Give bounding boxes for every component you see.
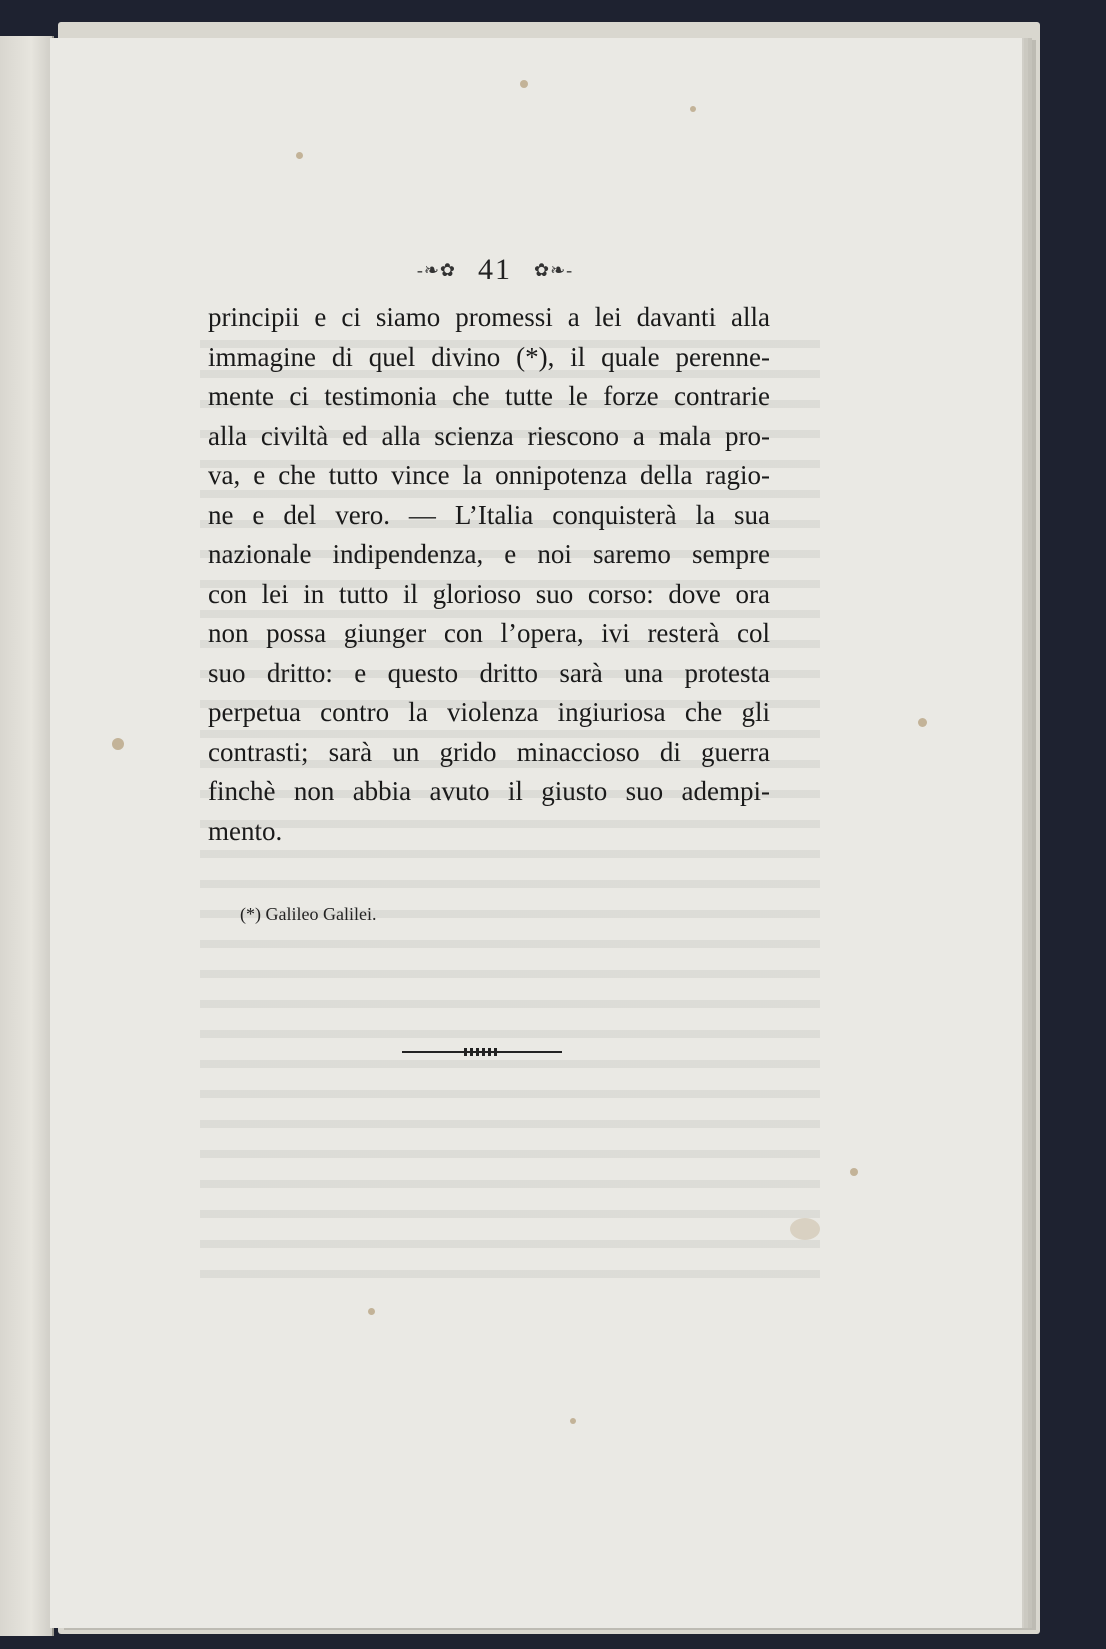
text-line: perpetua contro la violenza ingiuriosa che gli	[208, 697, 770, 727]
paper-spot	[368, 1308, 375, 1315]
paper-spot	[918, 718, 927, 727]
text-line: mente ci testimonia che tutte le forze contrarie	[208, 381, 770, 411]
text-line: immagine di quel divino (*), il quale perenne-	[208, 341, 770, 372]
text-line: ne e del vero. — L’Italia conquisterà la sua	[208, 499, 770, 530]
paper-stain	[790, 1218, 820, 1240]
ornament-left: -❧✿	[416, 259, 456, 280]
body-paragraph	[208, 298, 770, 851]
paper-spot	[690, 106, 696, 112]
text-line: non possa giunger con l’opera, ivi resterà col	[208, 618, 770, 648]
text-line: suo dritto: e questo dritto sarà una protesta	[208, 657, 770, 688]
text-line: con lei in tutto il glorioso suo corso: dove ora	[208, 578, 770, 609]
paper-spot	[296, 152, 303, 159]
paper-spot	[570, 1418, 576, 1424]
text-line: nazionale indipendenza, e noi saremo sempre	[208, 539, 770, 569]
text-line: va, e che tutto vince la onnipotenza della ragio-	[208, 460, 770, 490]
ornament-right: ✿❧-	[534, 259, 574, 280]
text-line: finchè non abbia avuto il giusto suo adempi-	[208, 776, 770, 806]
rule-ornament	[464, 1048, 500, 1056]
paper-spot	[112, 738, 124, 750]
text-line: contrasti; sarà un grido minaccioso di guerra	[208, 736, 770, 767]
page-number: 41	[478, 253, 512, 286]
paper-spot	[520, 80, 528, 88]
paper-spot	[850, 1168, 858, 1176]
text-line: mento.	[208, 815, 283, 846]
footnote: (*) Galileo Galilei.	[240, 904, 377, 924]
ornamental-rule	[402, 1049, 562, 1055]
page-header	[395, 252, 595, 288]
text-line: principii e ci siamo promessi a lei davanti alla	[208, 302, 770, 332]
text-line: alla civiltà ed alla scienza riescono a mala pro-	[208, 420, 770, 451]
facing-page-edge	[0, 36, 54, 1636]
